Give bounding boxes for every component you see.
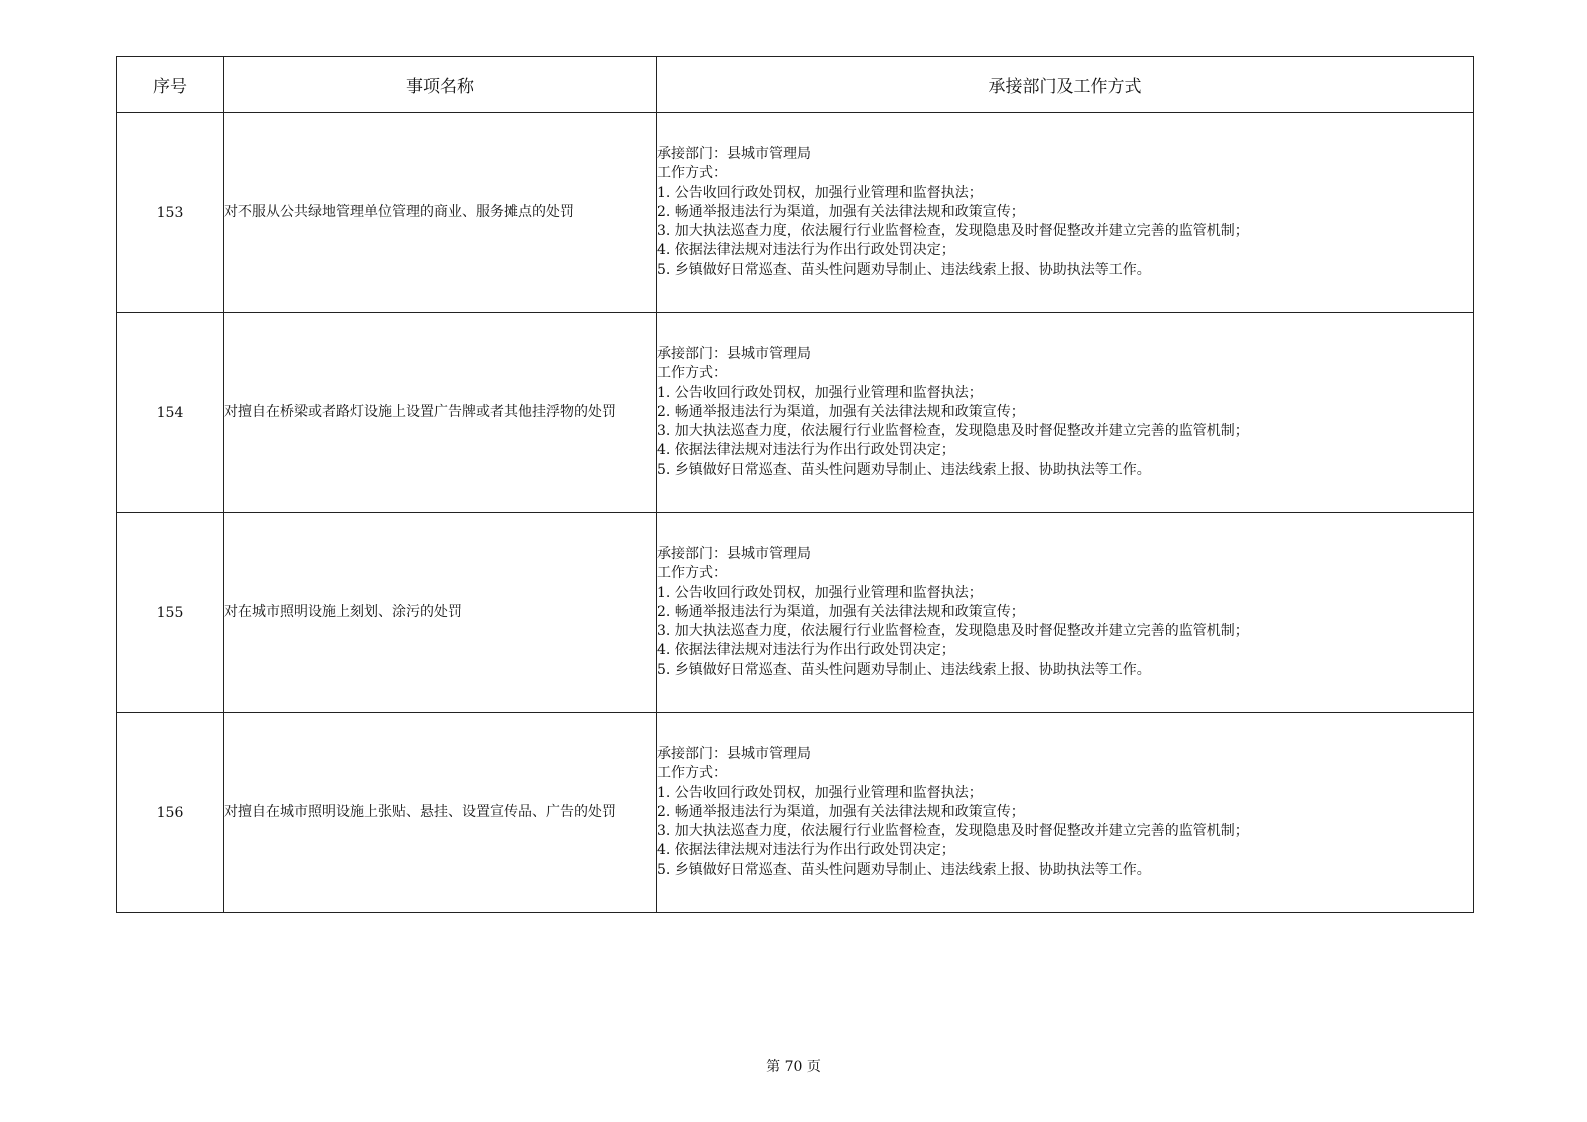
method-label: 工作方式：: [657, 565, 727, 582]
dept-line: 承接部门：县城市管理局: [657, 745, 811, 762]
header-seq: 序号: [117, 57, 224, 113]
method-item: 2. 畅通举报违法行为渠道，加强有关法律法规和政策宣传；: [657, 603, 1025, 620]
method-item: 1. 公告收回行政处罚权，加强行业管理和监督执法；: [657, 784, 983, 801]
row-item-name: 对擅自在城市照明设施上张贴、悬挂、设置宣传品、广告的处罚: [224, 713, 657, 913]
dept-line: 承接部门：县城市管理局: [657, 345, 811, 362]
row-dept-method: [657, 513, 1474, 713]
dept-line: 承接部门：县城市管理局: [657, 145, 811, 162]
row-seq: 154: [117, 313, 224, 513]
method-item: 5. 乡镇做好日常巡查、苗头性问题劝导制止、违法线索上报、协助执法等工作。: [657, 461, 1151, 478]
method-item: 4. 依据法律法规对违法行为作出行政处罚决定；: [657, 642, 955, 659]
method-item: 2. 畅通举报违法行为渠道，加强有关法律法规和政策宣传；: [657, 803, 1025, 820]
method-label: 工作方式：: [657, 765, 727, 782]
row-item-name: 对擅自在桥梁或者路灯设施上设置广告牌或者其他挂浮物的处罚: [224, 313, 657, 513]
row-item-name: 对在城市照明设施上刻划、涂污的处罚: [224, 513, 657, 713]
method-item: 5. 乡镇做好日常巡查、苗头性问题劝导制止、违法线索上报、协助执法等工作。: [657, 261, 1151, 278]
method-item: 1. 公告收回行政处罚权，加强行业管理和监督执法；: [657, 184, 983, 201]
method-item: 2. 畅通举报违法行为渠道，加强有关法律法规和政策宣传；: [657, 203, 1025, 220]
method-label: 工作方式：: [657, 365, 727, 382]
table-row: [117, 713, 1474, 913]
method-item: 3. 加大执法巡查力度，依法履行行业监督检查，发现隐患及时督促整改并建立完善的监管机制；: [657, 223, 1249, 240]
row-item-name: 对不服从公共绿地管理单位管理的商业、服务摊点的处罚: [224, 113, 657, 313]
method-item: 1. 公告收回行政处罚权，加强行业管理和监督执法；: [657, 384, 983, 401]
method-item: 5. 乡镇做好日常巡查、苗头性问题劝导制止、违法线索上报、协助执法等工作。: [657, 861, 1151, 878]
method-item: 3. 加大执法巡查力度，依法履行行业监督检查，发现隐患及时督促整改并建立完善的监管机制；: [657, 623, 1249, 640]
table-row: [117, 113, 1474, 313]
table-row: [117, 513, 1474, 713]
header-row: [117, 57, 1474, 113]
method-label: 工作方式：: [657, 165, 727, 182]
row-seq: 153: [117, 113, 224, 313]
row-seq: 156: [117, 713, 224, 913]
method-item: 3. 加大执法巡查力度，依法履行行业监督检查，发现隐患及时督促整改并建立完善的监管机制；: [657, 423, 1249, 440]
method-item: 4. 依据法律法规对违法行为作出行政处罚决定；: [657, 242, 955, 259]
table-row: [117, 313, 1474, 513]
row-seq: 155: [117, 513, 224, 713]
method-item: 1. 公告收回行政处罚权，加强行业管理和监督执法；: [657, 584, 983, 601]
method-item: 4. 依据法律法规对违法行为作出行政处罚决定；: [657, 442, 955, 459]
header-dept-method: 承接部门及工作方式: [657, 57, 1474, 113]
method-item: 3. 加大执法巡查力度，依法履行行业监督检查，发现隐患及时督促整改并建立完善的监管机制；: [657, 823, 1249, 840]
method-item: 5. 乡镇做好日常巡查、苗头性问题劝导制止、违法线索上报、协助执法等工作。: [657, 661, 1151, 678]
items-table: [116, 56, 1474, 913]
row-dept-method: [657, 113, 1474, 313]
header-item-name: 事项名称: [224, 57, 657, 113]
method-item: 2. 畅通举报违法行为渠道，加强有关法律法规和政策宣传；: [657, 403, 1025, 420]
row-dept-method: [657, 713, 1474, 913]
page-number: 第 70 页: [766, 1059, 821, 1075]
method-item: 4. 依据法律法规对违法行为作出行政处罚决定；: [657, 842, 955, 859]
row-dept-method: [657, 313, 1474, 513]
dept-line: 承接部门：县城市管理局: [657, 545, 811, 562]
